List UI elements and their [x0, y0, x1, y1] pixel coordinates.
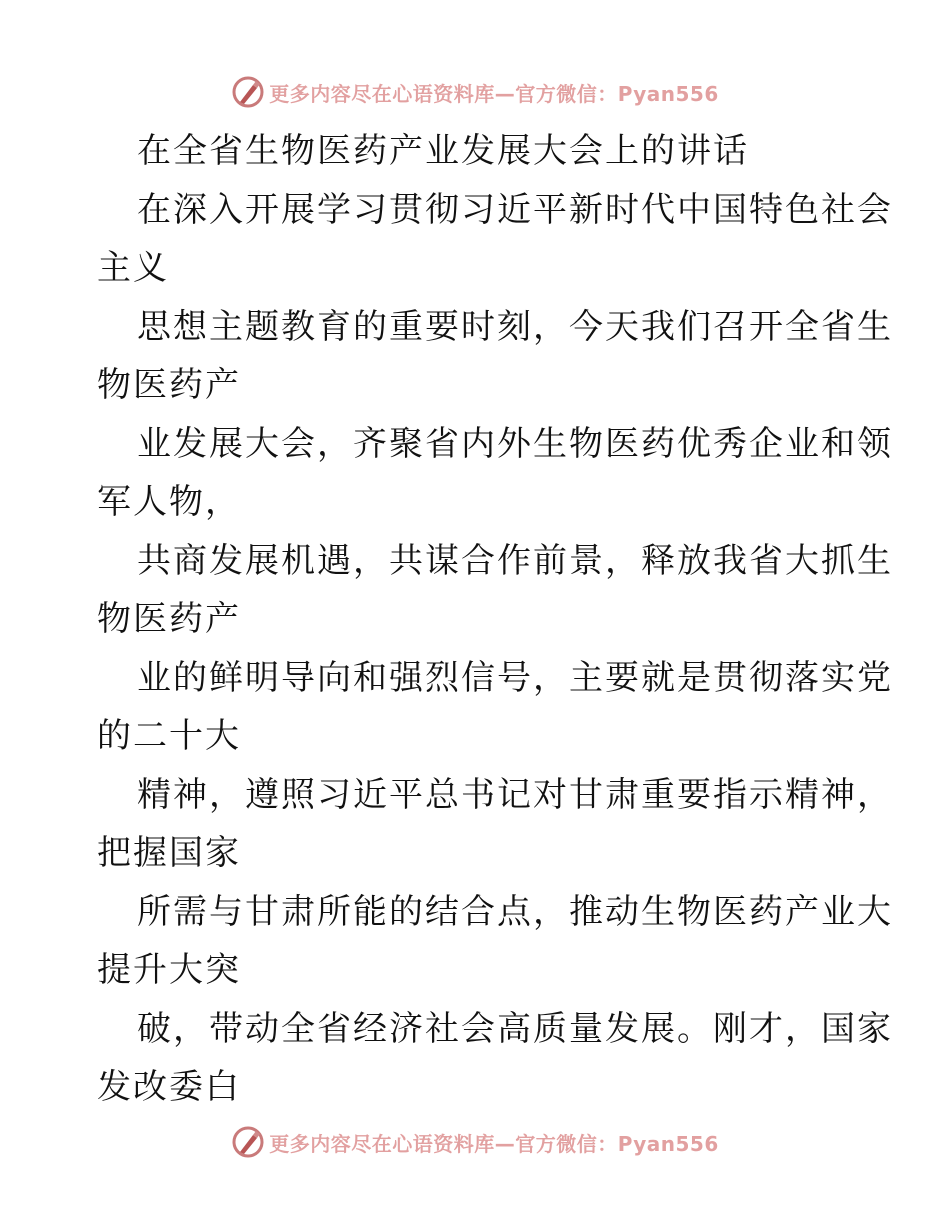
footer-watermark	[0, 1122, 950, 1162]
text-line: 军人物，	[97, 482, 241, 522]
document-title: 在全省生物医药产业发展大会上的讲话	[137, 131, 749, 171]
text-line: 发改委白	[97, 1067, 241, 1107]
text-line: 精神，遵照习近平总书记对甘肃重要指示精神，	[137, 774, 893, 815]
text-line: 在深入开展学习贯彻习近平新时代中国特色社会	[137, 189, 893, 230]
text-line: 物医药产	[97, 599, 241, 639]
watermark-text: 更多内容尽在心语资料库—官方微信：Pyan556	[269, 81, 719, 106]
watermark-text: 更多内容尽在心语资料库—官方微信：Pyan556	[269, 1131, 719, 1156]
pen-logo-icon	[231, 1125, 265, 1159]
text-line: 主义	[97, 248, 169, 288]
text-line: 思想主题教育的重要时刻，今天我们召开全省生	[137, 306, 893, 347]
text-line: 破，带动全省经济社会高质量发展。刚才，国家	[137, 1008, 893, 1049]
text-line: 共商发展机遇，共谋合作前景，释放我省大抓生	[137, 540, 893, 581]
pen-logo-icon	[231, 75, 265, 109]
text-line: 业发展大会，齐聚省内外生物医药优秀企业和领	[137, 423, 893, 464]
text-line: 的二十大	[97, 716, 241, 756]
text-line: 业的鲜明导向和强烈信号，主要就是贯彻落实党	[137, 657, 893, 698]
header-watermark	[0, 72, 950, 112]
text-line: 把握国家	[97, 833, 241, 873]
text-line: 物医药产	[97, 365, 241, 405]
text-line: 所需与甘肃所能的结合点，推动生物医药产业大	[137, 891, 893, 932]
text-line: 提升大突	[97, 950, 241, 990]
document-body	[97, 122, 893, 1117]
